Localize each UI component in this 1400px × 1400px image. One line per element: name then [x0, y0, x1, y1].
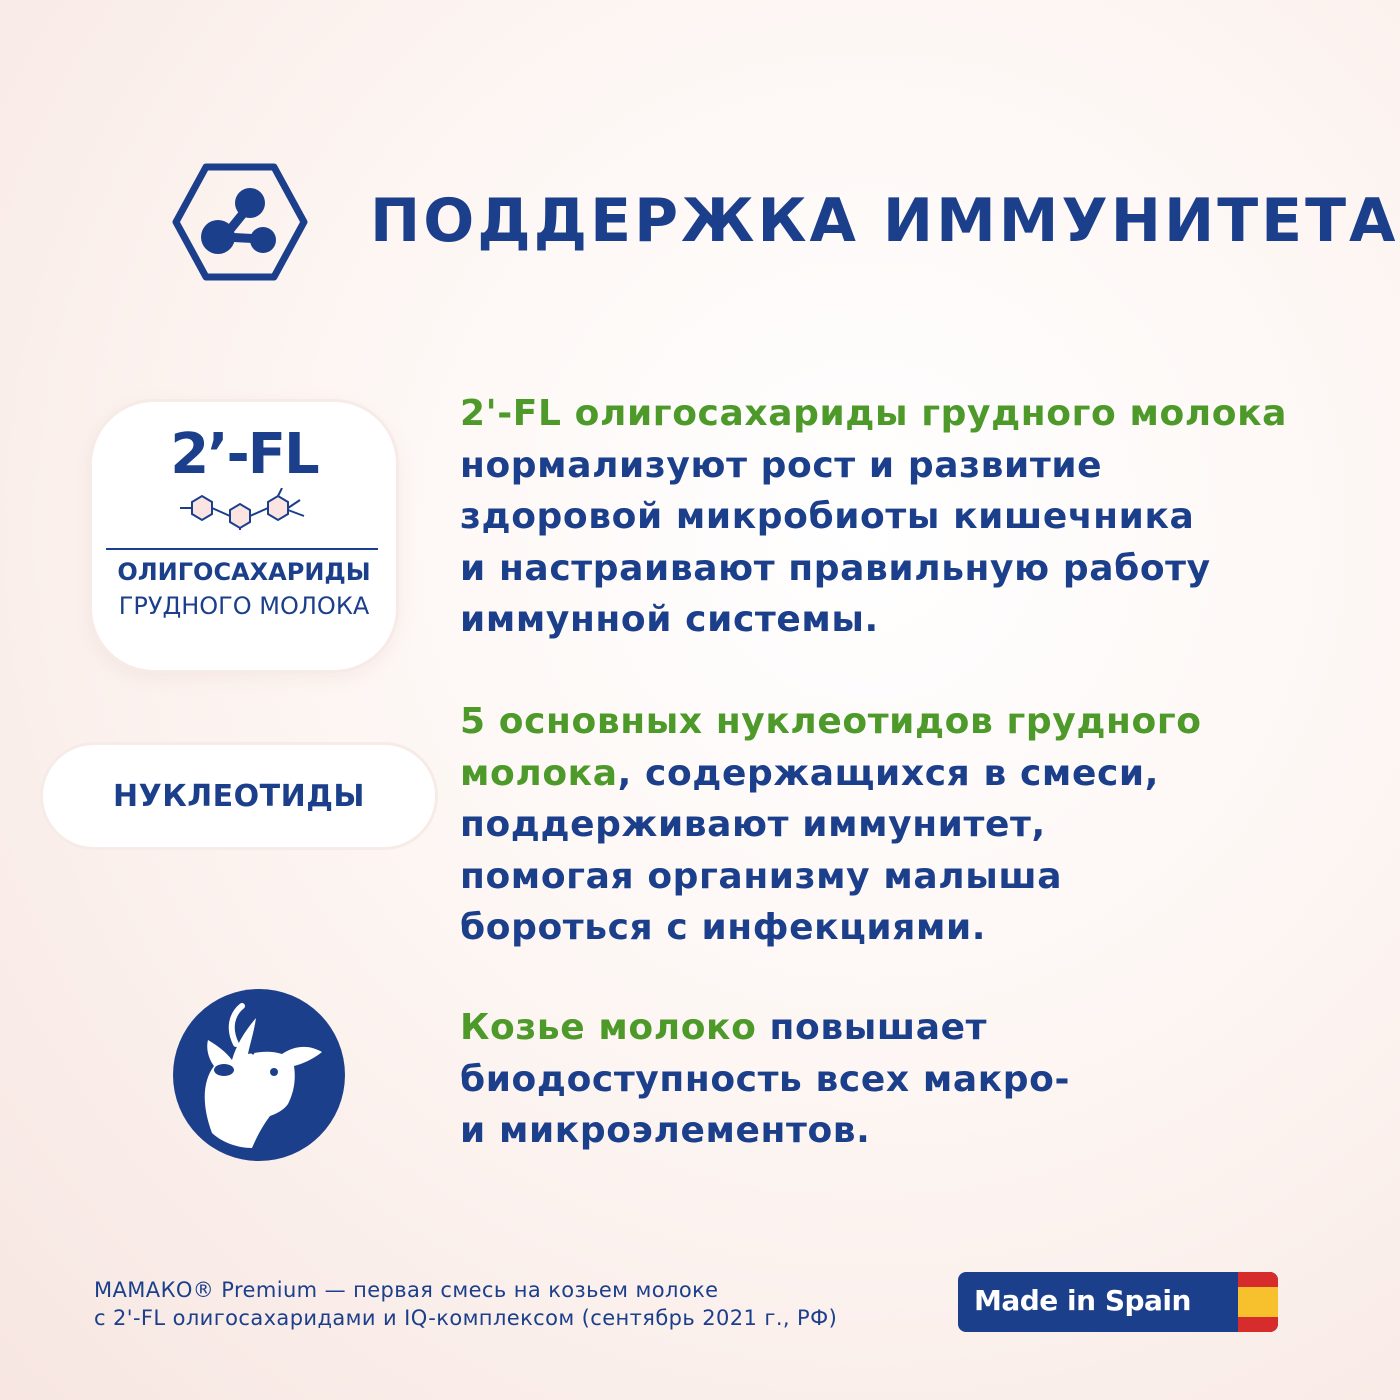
paragraph-line: Козье молоко повышает	[460, 1007, 988, 1048]
paragraph-goat-milk	[460, 1002, 1360, 1157]
paragraph-line: здоровой микробиоты кишечника	[460, 496, 1195, 537]
fl-oligosaccharides-badge	[92, 402, 396, 670]
paragraph-line: помогая организму малыша	[460, 855, 1063, 897]
spain-flag-icon	[1238, 1272, 1278, 1332]
footnote-line1: МАМАКО® Premium — первая смесь на козьем молоке	[94, 1278, 719, 1302]
paragraph-2fl	[460, 388, 1360, 646]
paragraph-line: и настраивают правильную работу	[460, 547, 1211, 589]
molecule-hexagon-icon	[172, 163, 308, 281]
paragraph-line: 2'-FL олигосахариды грудного молока	[460, 393, 1288, 434]
paragraph-line: биодоступность всех макро-	[460, 1058, 1071, 1100]
paragraph-nucleotides	[460, 696, 1360, 954]
made-in-label: Made in Spain	[974, 1284, 1191, 1317]
oligosaccharide-chain-icon	[178, 488, 310, 530]
fl-badge-line2: ГРУДНОГО МОЛОКА	[118, 592, 370, 620]
paragraph-line: бороться с инфекциями.	[460, 907, 987, 948]
paragraph-line: иммунной системы.	[460, 599, 879, 640]
paragraph-line: и микроэлементов.	[460, 1110, 871, 1151]
paragraph-line: молока, содержащихся в смеси,	[460, 752, 1160, 794]
made-in-spain-badge	[958, 1272, 1278, 1332]
goat-icon	[172, 988, 346, 1162]
footnote-line2: с 2'-FL олигосахаридами и IQ-комплексом (сентябрь 2021 г., РФ)	[94, 1306, 838, 1330]
fl-badge-line1: ОЛИГОСАХАРИДЫ	[117, 558, 371, 586]
fl-badge-divider	[106, 548, 378, 550]
footnote	[94, 1276, 837, 1332]
paragraph-line: поддерживают иммунитет,	[460, 804, 1046, 845]
paragraph-line: нормализуют рост и развитие	[460, 444, 1103, 486]
page-title: ПОДДЕРЖКА ИММУНИТЕТА	[370, 186, 1399, 256]
fl-badge-title: 2’-FL	[170, 422, 318, 487]
paragraph-line: 5 основных нуклеотидов грудного	[460, 701, 1202, 742]
nucleotides-label: НУКЛЕОТИДЫ	[112, 778, 366, 814]
nucleotides-badge	[43, 745, 435, 847]
